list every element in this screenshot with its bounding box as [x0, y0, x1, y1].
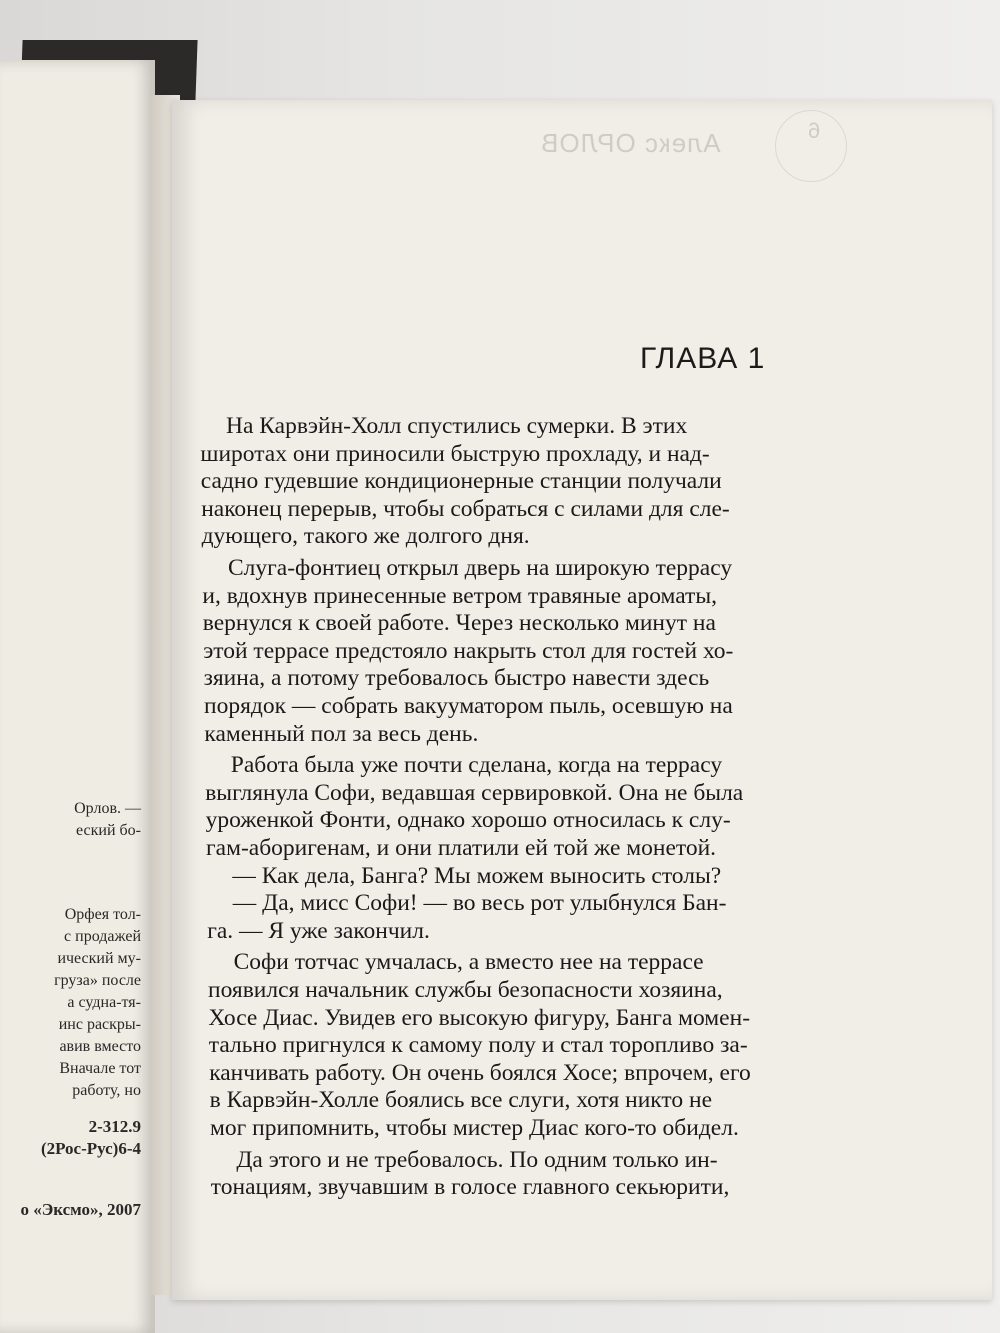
text-line: Да этого и не требовалось. По одним только ин-: [236, 1146, 718, 1173]
text-line: широтах они приносили быструю прохладу, и над-: [200, 440, 710, 467]
text-line: наконец перерыв, чтобы собраться с силами для сле-: [201, 495, 730, 522]
text-line: тально пригнулся к самому полу и стал торопливо за-: [208, 1032, 748, 1059]
left-page-fragment: с продажей: [64, 928, 141, 945]
left-page: [0, 60, 155, 1333]
text-line: Работа была уже почти сделана, когда на террасу: [230, 752, 723, 779]
text-line: вернулся к своей работе. Через несколько минут на: [202, 610, 716, 637]
chapter-title: ГЛАВА 1: [640, 342, 766, 375]
text-line: и, вдохнув принесенные ветром травяные ароматы,: [202, 582, 717, 609]
text-line: га. — Я уже закончил.: [207, 917, 430, 944]
text-line: Слуга-фонтиец открыл дверь на широкую террасу: [228, 555, 733, 581]
left-page-fragment: (2Рос-Рус)6-4: [40, 1139, 141, 1158]
left-page-fragment: ический му-: [57, 950, 141, 967]
left-page-fragment: груза» после: [54, 972, 141, 989]
text-line: На Карвэйн-Холл спустились сумерки. В этих: [226, 413, 688, 439]
left-page-fragment: еский бо-: [76, 822, 141, 839]
text-line: садно гудевшие кондиционерные станции получали: [200, 468, 722, 495]
left-page-fragment: Вначале тот: [59, 1060, 141, 1077]
left-page-fragment: 2-312.9: [88, 1117, 141, 1136]
text-line: Софи тотчас умчалась, а вместо нее на террасе: [233, 949, 704, 976]
text-line: тонациям, звучавшим в голосе главного секьюрити,: [210, 1174, 730, 1201]
ghost-page-number: 6: [808, 118, 821, 143]
left-page-fragment: инс раскры-: [58, 1016, 141, 1033]
left-page-fragment: Орфея тол-: [64, 906, 141, 923]
text-line: выглянула Софи, ведавшая сервировкой. Она не была: [205, 779, 744, 806]
left-page-fragment: работу, но: [72, 1082, 141, 1099]
text-line: в Карвэйн-Холле боялись все слуги, хотя никто не: [209, 1087, 712, 1114]
text-line: дующего, такого же долгого дня.: [201, 523, 530, 550]
left-page-fragment: Орлов. —: [74, 800, 141, 817]
left-page-fragment: а судна-тя-: [67, 994, 141, 1011]
text-line: этой террасе предстояло накрыть стол для гостей хо-: [203, 637, 734, 664]
text-line: уроженкой Фонти, однако хорошо относилась к слу-: [205, 807, 731, 834]
text-line: появился начальник службы безопасности хозяина,: [208, 977, 723, 1003]
text-line: мог припомнить, чтобы мистер Диас кого-то обидел.: [210, 1115, 739, 1141]
text-line: — Как дела, Банга? Мы можем выносить столы?: [232, 862, 722, 889]
text-line: порядок — собрать вакууматором пыль, осевшую на: [204, 693, 733, 719]
ghost-header-author: Алекс ОРЛОВ: [540, 128, 721, 158]
text-line: Хосе Диас. Увидев его высокую фигуру, Банга момен-: [208, 1004, 751, 1031]
text-line: гам-аборигенам, и они платили ей той же монетой.: [206, 835, 717, 861]
text-line: зяина, а потому требовалось быстро навести здесь: [203, 665, 710, 692]
text-line: каменный пол за весь день.: [204, 720, 479, 747]
left-page-fragment: авив вместо: [59, 1038, 141, 1055]
left-page-fragment: о «Эксмо», 2007: [20, 1200, 141, 1219]
text-line: канчивать работу. Он очень боялся Хосе; впрочем, его: [209, 1059, 751, 1086]
text-line: — Да, мисс Софи! — во весь рот улыбнулся Бан-: [232, 890, 727, 917]
